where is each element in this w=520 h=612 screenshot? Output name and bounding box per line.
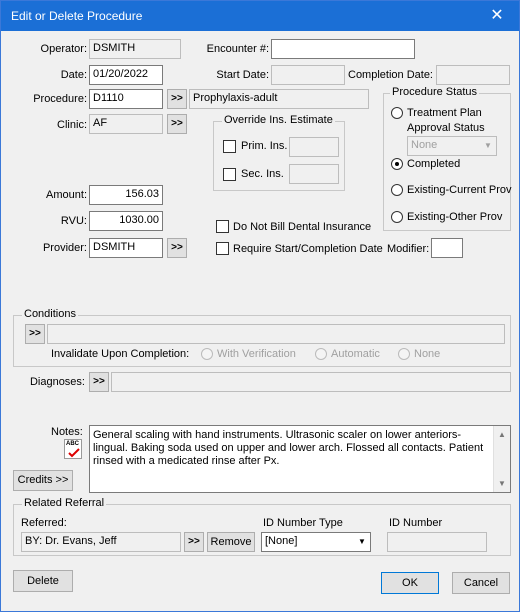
conditions-field <box>47 324 505 344</box>
approval-status-label: Approval Status <box>407 122 485 134</box>
notes-text: General scaling with hand instruments. Ultrasonic scaler on lower anteriors-lingual. Baking soda used on upper and lower arch. Flossed all contacts. Patient rinsed with a medicated rinse after Px. <box>93 429 484 467</box>
id-number-type-label: ID Number Type <box>263 517 343 529</box>
close-icon[interactable]: ✕ <box>490 7 504 24</box>
referred-label: Referred: <box>21 517 67 529</box>
rvu-label: RVU: <box>60 215 87 227</box>
chevron-down-icon: ▼ <box>484 141 492 150</box>
id-number-type-value: [None] <box>265 535 298 547</box>
status-label-treatment-plan: Treatment Plan <box>407 107 482 119</box>
rvu-field[interactable]: 1030.00 <box>89 211 163 231</box>
modifier-label: Modifier: <box>387 243 430 255</box>
clinic-picker-button[interactable]: >> <box>167 114 187 134</box>
modifier-field[interactable] <box>431 238 463 258</box>
provider-field[interactable]: DSMITH <box>89 238 163 258</box>
amount-label: Amount: <box>46 189 87 201</box>
referred-field: BY: Dr. Evans, Jeff <box>21 532 181 552</box>
invalidate-radio-automatic <box>315 348 327 360</box>
status-radio-existing-other[interactable] <box>391 211 403 223</box>
date-field[interactable]: 01/20/2022 <box>89 65 163 85</box>
sec-ins-label: Sec. Ins. <box>241 168 284 180</box>
approval-status-value: None <box>411 139 438 151</box>
amount-field[interactable]: 156.03 <box>89 185 163 205</box>
procedure-code-field[interactable]: D1110 <box>89 89 163 109</box>
require-dates-checkbox[interactable] <box>216 242 229 255</box>
override-group-title: Override Ins. Estimate <box>224 114 333 126</box>
checkmark-icon <box>68 448 80 458</box>
prim-ins-label: Prim. Ins. <box>241 140 288 152</box>
ok-button[interactable]: OK <box>381 572 439 594</box>
invalidate-radio-none <box>398 348 410 360</box>
sec-ins-field <box>289 164 339 184</box>
procedure-status-title: Procedure Status <box>392 86 477 98</box>
completion-date-label: Completion Date: <box>348 69 433 81</box>
approval-status-select <box>407 136 497 156</box>
clinic-label: Clinic: <box>57 119 87 131</box>
procedure-picker-button[interactable]: >> <box>167 89 187 109</box>
operator-label: Operator: <box>40 43 87 55</box>
status-label-existing-other: Existing-Other Prov <box>407 211 503 223</box>
notes-label: Notes: <box>51 426 83 438</box>
spell-check-icon-text: ABC <box>66 441 79 447</box>
referral-picker-button[interactable]: >> <box>184 532 204 552</box>
procedure-description: Prophylaxis-adult <box>189 89 369 109</box>
diagnoses-label: Diagnoses: <box>29 376 85 388</box>
date-label: Date: <box>60 69 87 81</box>
invalidate-label: Invalidate Upon Completion: <box>51 348 190 360</box>
diagnoses-field <box>111 372 511 392</box>
start-date-field <box>271 65 345 85</box>
window-title: Edit or Delete Procedure <box>11 9 143 23</box>
clinic-field: AF <box>89 114 163 134</box>
invalidate-label-with-verification: With Verification <box>217 348 296 360</box>
do-not-bill-label: Do Not Bill Dental Insurance <box>233 221 372 233</box>
notes-textarea[interactable] <box>89 425 511 493</box>
status-radio-treatment-plan[interactable] <box>391 107 403 119</box>
status-label-completed: Completed <box>407 158 461 170</box>
invalidate-label-none: None <box>414 348 441 360</box>
status-label-existing-current: Existing-Current Prov <box>407 184 512 196</box>
cancel-button[interactable]: Cancel <box>452 572 510 594</box>
id-number-field <box>387 532 487 552</box>
delete-button[interactable]: Delete <box>13 570 73 592</box>
diagnoses-picker-button[interactable]: >> <box>89 372 109 392</box>
prim-ins-checkbox[interactable] <box>223 140 236 153</box>
spell-check-icon[interactable] <box>64 439 82 459</box>
completion-date-field <box>436 65 510 85</box>
radio-selected-dot <box>395 162 399 166</box>
chevron-down-icon: ▼ <box>358 537 366 546</box>
status-radio-existing-current[interactable] <box>391 184 403 196</box>
provider-picker-button[interactable]: >> <box>167 238 187 258</box>
encounter-label: Encounter #: <box>206 43 269 55</box>
id-number-type-select[interactable] <box>261 532 371 552</box>
prim-ins-field <box>289 137 339 157</box>
require-dates-label: Require Start/Completion Date <box>233 243 383 255</box>
encounter-field[interactable] <box>271 39 415 59</box>
start-date-label: Start Date: <box>216 69 269 81</box>
notes-scrollbar[interactable] <box>493 426 510 492</box>
scroll-down-icon[interactable]: ▼ <box>498 479 506 488</box>
title-bar <box>1 1 519 31</box>
sec-ins-checkbox[interactable] <box>223 168 236 181</box>
invalidate-label-automatic: Automatic <box>331 348 380 360</box>
do-not-bill-checkbox[interactable] <box>216 220 229 233</box>
status-radio-completed[interactable] <box>391 158 403 170</box>
procedure-label: Procedure: <box>33 93 87 105</box>
conditions-picker-button[interactable]: >> <box>25 324 45 344</box>
operator-field: DSMITH <box>89 39 181 59</box>
id-number-label: ID Number <box>389 517 443 529</box>
scroll-up-icon[interactable]: ▲ <box>498 430 506 439</box>
remove-referral-button[interactable]: Remove <box>207 532 255 552</box>
related-referral-title: Related Referral <box>24 497 105 509</box>
conditions-title: Conditions <box>24 308 76 320</box>
credits-button[interactable]: Credits >> <box>13 470 73 491</box>
provider-label: Provider: <box>42 242 87 254</box>
invalidate-radio-with-verification <box>201 348 213 360</box>
